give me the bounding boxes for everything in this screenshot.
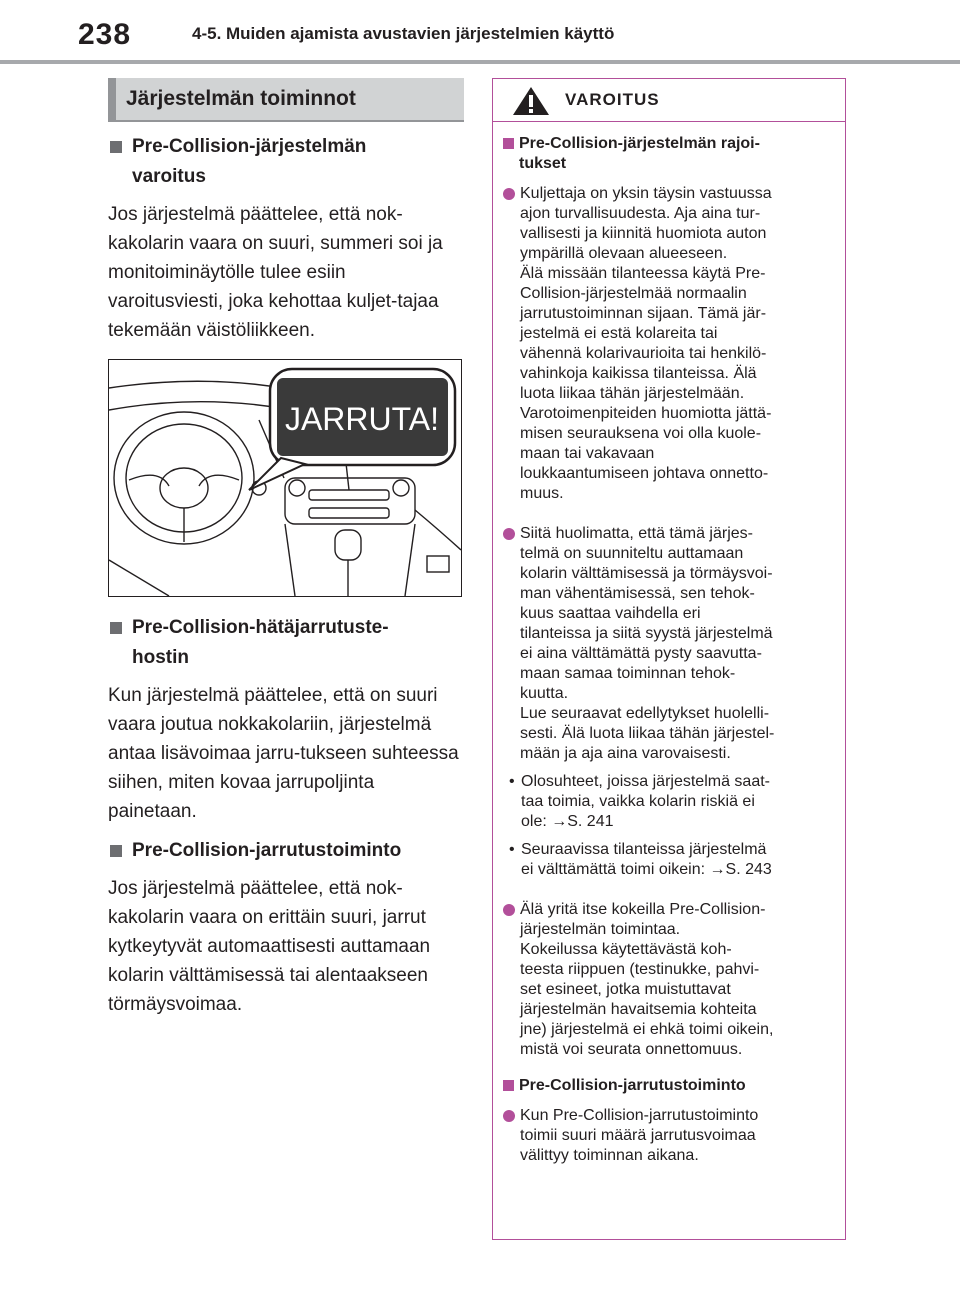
- subheading-text: Pre-Collision-järjestelmän varoitus: [132, 136, 367, 187]
- warning-item: [503, 184, 831, 504]
- warning-bullet-text: Seuraavissa tilanteissa järjestelmä ei välttämättä toimi oikein: →S. 243: [521, 841, 772, 878]
- circle-bullet-icon: [503, 1110, 515, 1122]
- warning-title: VAROITUS: [565, 90, 660, 109]
- warning-header: [493, 79, 845, 122]
- square-bullet-icon: [110, 622, 122, 634]
- dashboard-illustration: [108, 359, 462, 597]
- dashboard-drawing: [109, 360, 461, 596]
- warning-triangle-icon: [511, 85, 551, 117]
- subheading-text: Pre-Collision-jarrutustoiminto: [132, 840, 402, 861]
- warning-item-text: Kuljettaja on yksin täysin vastuussa ajon turvallisuudesta. Aja aina tur- vallisesti ja kiinnitä huomiota auton ympärillä olevaan alueeseen. Älä missään tilanteessa käytä Pre- Collision-järjestelmää normaalin jarrutustoiminnan sijaan. Tämä jär- jestelmä ei estä kolareita tai vähennä kolarivaurioita tai henkilö- vahinkoja kaikissa tilanteissa. Älä luota liikaa tähän järjestelmään. Varotoimenpiteiden huomiotta jättä- misen seurauksena voi olla kuole- maan tai vakavaan loukkaantumiseen johtava onnetto- muus.: [520, 185, 772, 502]
- warning-subheading-braking: [503, 1076, 831, 1096]
- subheading-warning: [108, 132, 464, 192]
- header-rule: [0, 60, 960, 64]
- warning-item: [503, 1106, 831, 1166]
- left-column: [108, 78, 464, 1019]
- circle-bullet-icon: [503, 528, 515, 540]
- warning-bullet: [503, 840, 831, 880]
- paragraph-braking: Jos järjestelmä päättelee, että nok-kakolarin vaara on erittäin suuri, jarrut kytkeytyvät automaattisesti auttamaan kolarin välttämisessä tai alentaakseen törmäysvoimaa.: [108, 878, 431, 1015]
- square-bullet-icon: [110, 845, 122, 857]
- paragraph-warning: Jos järjestelmä päättelee, että nok-kakolarin vaara on suuri, summeri soi ja monitoiminäytölle tulee esiin varoitusviesti, joka kehottaa kuljet-tajaa tekemään väistöliikkeen.: [108, 204, 443, 341]
- circle-bullet-icon: [503, 904, 515, 916]
- square-bullet-icon: [110, 141, 122, 153]
- warning-item-text: Siitä huolimatta, että tämä järjes- telmä on suunniteltu auttamaan kolarin välttämisessä ja törmäysvoi- man vähentämisessä, sen tehok- kuus saattaa vaihdella eri tilanteissa ja siitä syystä järjestelmä ei aina välttämättä pysty saavutta- maan samaa toiminnan tehok- kuutta. Lue seuraavat edellytykset huolelli- sesti. Älä luota liikaa tähän järjestel- mään ja aja aina varovaisesti.: [520, 525, 775, 762]
- bullet-dot: •: [509, 841, 515, 858]
- subheading-text: Pre-Collision-hätäjarrutuste- hostin: [132, 617, 389, 668]
- page-header: [0, 0, 960, 62]
- circle-bullet-icon: [503, 188, 515, 200]
- paragraph-emergency-assist: Kun järjestelmä päättelee, että on suuri vaara joutua nokkakolariin, järjestelmä antaa lisävoimaa jarru-tukseen suhteessa siihen, miten kovaa jarrupoljinta painetaan.: [108, 685, 459, 822]
- page-number: 238: [78, 18, 132, 51]
- subheading-braking: [108, 836, 464, 866]
- warning-body: [493, 122, 845, 1166]
- warning-item-text: Kun Pre-Collision-jarrutustoiminto toimii suuri määrä jarrutusvoimaa välittyy toiminnan aikana.: [520, 1107, 759, 1164]
- warning-item-text: Älä yritä itse kokeilla Pre-Collision- järjestelmän toimintaa. Kokeilussa käytettävästä koh- teesta riippuen (testinukke, pahvi- set esineet, jotka muistuttavat järjestelmän havaitsemia kohteita jne) järjestelmä ei ehkä toimi oikein, mistä voi seurata onnettomuus.: [520, 901, 774, 1058]
- bullet-dot: •: [509, 773, 515, 790]
- square-bullet-icon: [503, 138, 514, 149]
- warning-item: [503, 524, 831, 764]
- warning-box: [492, 78, 846, 1240]
- display-message: JARRUTA!: [284, 401, 440, 437]
- square-bullet-icon: [503, 1080, 514, 1091]
- warning-subheading-text: Pre-Collision-järjestelmän rajoi- tukset: [519, 135, 760, 172]
- warning-bullet-text: Olosuhteet, joissa järjestelmä saat- taa toimia, vaikka kolarin riskiä ei ole: →S. 241: [521, 773, 770, 830]
- subheading-emergency-assist: [108, 613, 464, 673]
- warning-subheading-text: Pre-Collision-jarrutustoiminto: [519, 1077, 746, 1094]
- section-title: Järjestelmän toiminnot: [108, 78, 464, 122]
- warning-bullet: [503, 772, 831, 832]
- warning-item: [503, 900, 831, 1060]
- chapter-title: 4-5. Muiden ajamista avustavien järjestelmien käyttö: [192, 24, 615, 43]
- warning-subheading-limits: [503, 134, 831, 174]
